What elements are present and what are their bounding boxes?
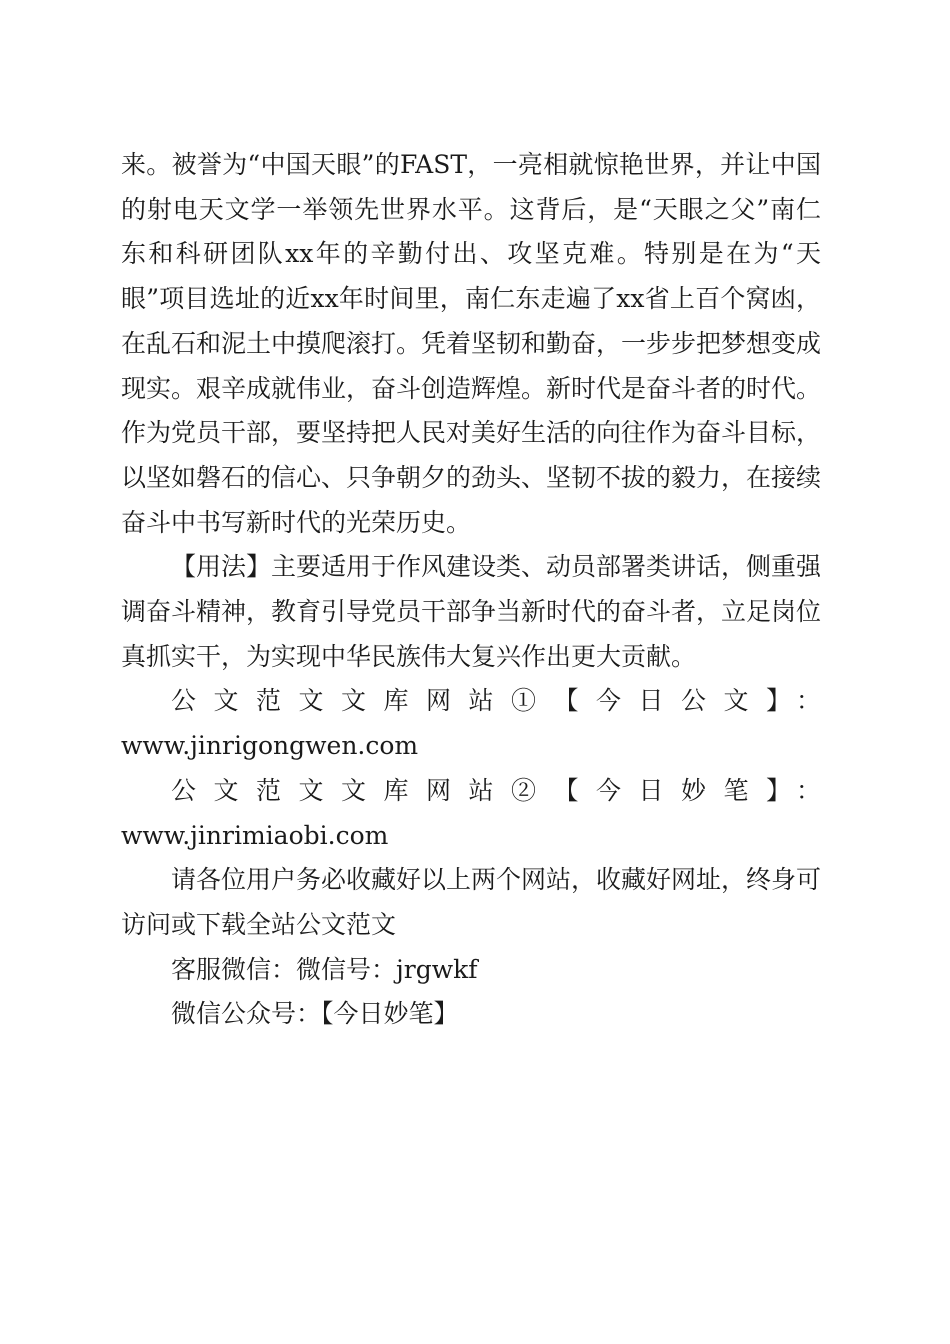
bookmark-notice-text: 请各位用户务必收藏好以上两个网站，收藏好网址，终身可访问或下载全站公文范文	[121, 865, 822, 939]
body-paragraph-fast	[121, 143, 821, 545]
wechat-official-account	[121, 992, 821, 1037]
website-1-label-text: 公文范文文库网站①【今日公文】：	[171, 686, 821, 716]
body-paragraph-fast-text: 来。被誉为“中国天眼”的FAST，一亮相就惊艳世界，并让中国的射电天文学一举领先世界水平。这背后，是“天眼之父”南仁东和科研团队xx年的辛勤付出、攻坚克难。特别是在为“天眼”项目选址的近xx年时间里，南仁东走遍了xx省上百个窝凼，在乱石和泥土中摸爬滚打。凭着坚韧和勤奋，一步步把梦想变成现实。艰辛成就伟业，奋斗创造辉煌。新时代是奋斗者的时代。作为党员干部，要坚持把人民对美好生活的向往作为奋斗目标，以坚如磐石的信心、只争朝夕的劲头、坚韧不拔的毅力，在接续奋斗中书写新时代的光荣历史。	[121, 150, 822, 537]
customer-service-wechat	[121, 948, 821, 993]
website-1-label	[121, 679, 821, 724]
wechat-official-account-text: 微信公众号：【今日妙笔】	[171, 999, 459, 1029]
usage-paragraph-text: 【用法】主要适用于作风建设类、动员部署类讲话，侧重强调奋斗精神，教育引导党员干部争当新时代的奋斗者，立足岗位真抓实干，为实现中华民族伟大复兴作出更大贡献。	[121, 552, 822, 671]
bookmark-notice	[121, 858, 821, 947]
customer-service-wechat-text: 客服微信：微信号：jrgwkf	[171, 954, 478, 984]
website-2-line-text: 公文范文文库网站②【今日妙笔】：www.jinrimiaobi.com	[121, 775, 821, 850]
usage-paragraph	[121, 545, 821, 679]
website-2-line	[121, 769, 821, 858]
document-body	[121, 143, 821, 1037]
website-1-url-text: www.jinrigongwen.com	[121, 731, 419, 761]
website-1-url	[121, 724, 821, 769]
